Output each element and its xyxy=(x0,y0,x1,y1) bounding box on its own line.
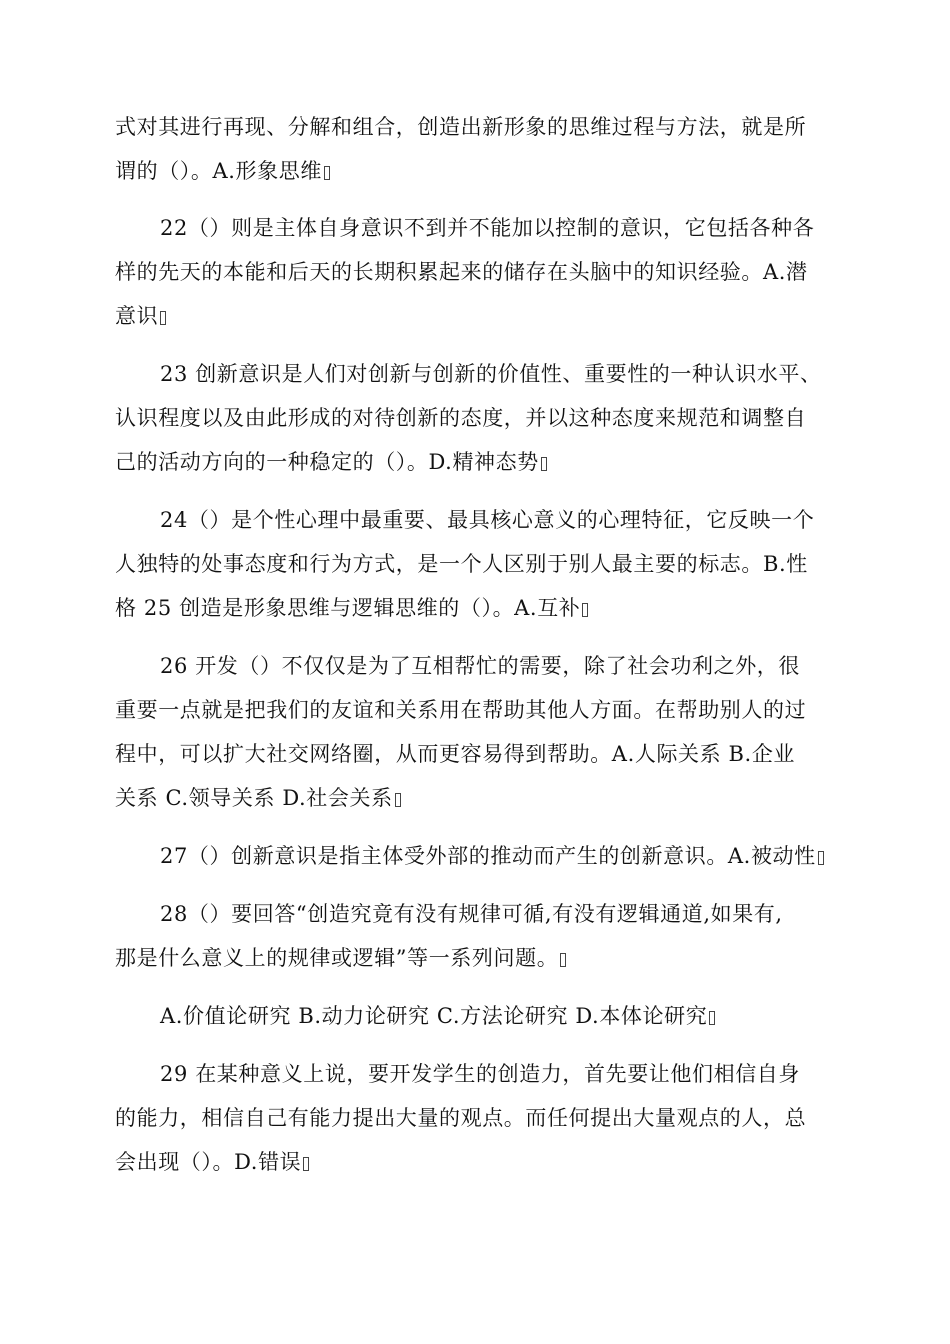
text-line xyxy=(115,784,401,812)
text-line xyxy=(160,214,814,242)
line-text: 认识程度以及由此形成的对待创新的态度，并以这种态度来规范和调整自 xyxy=(115,406,807,430)
line-text: A.价值论研究 B.动力论研究 C.方法论研究 D.本体论研究 xyxy=(160,1004,708,1028)
line-text: 人独特的处事态度和行为方式，是一个人区别于别人最主要的标志。B.性 xyxy=(115,552,808,576)
text-line xyxy=(115,944,566,972)
paragraph-end-mark xyxy=(541,457,547,471)
text-line xyxy=(160,900,783,928)
paragraph-end-mark xyxy=(303,1157,309,1171)
text-line xyxy=(160,1060,800,1088)
text-line xyxy=(115,157,330,185)
line-text: 重要一点就是把我们的友谊和关系用在帮助其他人方面。在帮助别人的过 xyxy=(115,698,807,722)
line-text: 22（）则是主体自身意识不到并不能加以控制的意识，它包括各种各 xyxy=(160,216,815,240)
line-text: 23 创新意识是人们对创新与创新的价值性、重要性的一种认识水平、 xyxy=(160,362,822,386)
paragraph-end-mark xyxy=(160,311,166,325)
paragraph-end-mark xyxy=(395,793,401,807)
line-text: 27（）创新意识是指主体受外部的推动而产生的创新意识。A.被动性 xyxy=(160,844,816,868)
line-text: 28（）要回答“创造究竟有没有规律可循,有没有逻辑通道,如果有, xyxy=(160,902,783,926)
text-line xyxy=(115,1104,806,1132)
paragraph-end-mark xyxy=(818,851,824,865)
text-line xyxy=(160,842,824,870)
text-line xyxy=(115,550,808,578)
line-text: 29 在某种意义上说，要开发学生的创造力，首先要让他们相信自身 xyxy=(160,1062,800,1086)
line-text: 26 开发（）不仅仅是为了互相帮忙的需要，除了社会功利之外，很 xyxy=(160,654,800,678)
line-text: 关系 C.领导关系 D.社会关系 xyxy=(115,786,393,810)
text-line xyxy=(160,360,822,388)
line-text: 会出现（）。D.错误 xyxy=(115,1150,302,1174)
line-text: 格 25 创造是形象思维与逻辑思维的（）。A.互补 xyxy=(115,596,581,620)
text-line xyxy=(115,1148,309,1176)
line-text: 式对其进行再现、分解和组合，创造出新形象的思维过程与方法，就是所 xyxy=(115,115,807,139)
text-line xyxy=(115,258,808,286)
paragraph-end-mark xyxy=(709,1011,715,1025)
line-text: 样的先天的本能和后天的长期积累起来的储存在头脑中的知识经验。A.潜 xyxy=(115,260,808,284)
line-text: 那是什么意义上的规律或逻辑”等一系列问题。 xyxy=(115,946,559,970)
line-text: 程中，可以扩大社交网络圈，从而更容易得到帮助。A.人际关系 B.企业 xyxy=(115,742,796,766)
line-text: 的能力，相信自己有能力提出大量的观点。而任何提出大量观点的人，总 xyxy=(115,1106,807,1130)
paragraph-end-mark xyxy=(324,166,330,180)
text-line xyxy=(115,113,806,141)
text-line xyxy=(160,1002,715,1030)
text-line xyxy=(160,506,814,534)
text-line xyxy=(115,696,806,724)
paragraph-end-mark xyxy=(560,953,566,967)
line-text: 谓的（）。A.形象思维 xyxy=(115,159,322,183)
text-line xyxy=(160,652,800,680)
text-line xyxy=(115,448,547,476)
text-line xyxy=(115,594,588,622)
paragraph-end-mark xyxy=(582,603,588,617)
text-line xyxy=(115,302,166,330)
text-line xyxy=(115,404,806,432)
text-line xyxy=(115,740,795,768)
line-text: 己的活动方向的一种稳定的（）。D.精神态势 xyxy=(115,450,539,474)
line-text: 24（）是个性心理中最重要、最具核心意义的心理特征，它反映一个 xyxy=(160,508,815,532)
line-text: 意识 xyxy=(115,304,159,328)
